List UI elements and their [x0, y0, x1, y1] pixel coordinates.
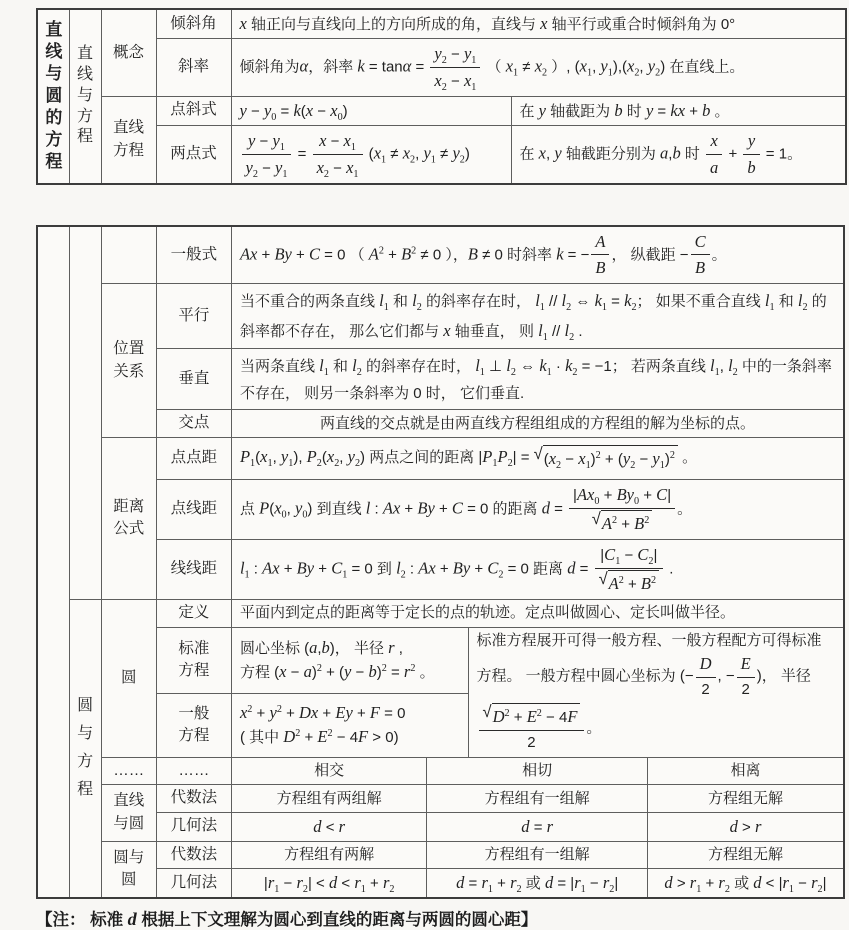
footnote: 【注： 标准 d 根据上下文理解为圆心到直线的距离与两圆的圆心距】 — [36, 908, 538, 929]
line-line-content: $l_1$ : $Ax + By + C_1 = 0$ 到 $l_2$ : $Ax + By + C_2 = 0$ 距离 d = $|C_1 - C_2|$ √ $A^2 + B^2$ . — [231, 539, 844, 599]
circle-circle-geometry-tangent: $d = r_1 + r_2$ 或 $d = |r_1 - r_2|$ — [427, 869, 648, 898]
line-equations-label: 直线 方程 — [101, 96, 156, 183]
line-group-text: 直线与方程 — [76, 45, 93, 146]
slope-label: 斜率 — [156, 38, 231, 96]
empty-cell — [101, 226, 156, 284]
point-slope-label: 点斜式 — [156, 96, 231, 125]
line-basics-table — [36, 8, 847, 185]
main-title-vertical — [37, 9, 69, 184]
general-form-label: 一般式 — [156, 226, 231, 284]
circle-circle-geometry-label: 几何法 — [156, 869, 231, 898]
line-group-continuation — [69, 226, 101, 600]
point-slope-note: 在 y 轴截距为 b 时 y = kx + b 。 — [511, 96, 846, 125]
line-circle-geometry-tangent: d = r — [427, 812, 648, 841]
parallel-label: 平行 — [156, 284, 231, 348]
two-point-formula: $\frac{y - y_1}{y_2 - y_1}$ = $\frac{x - x_1}{x_2 - x_1}$ ($x_1 \ne x_2$, $y_1 \ne y_2$) — [231, 125, 511, 183]
line-circle-algebra-label: 代数法 — [156, 785, 231, 812]
line-circle-label: 直线 与圆 — [101, 785, 156, 841]
parallel-content: 当不重合的两条直线 $l_1$ 和 $l_2$ 的斜率存在时， $l_1 // l_2$ ⇔ $k_1 = k_2$； 如果不重合直线 $l_1$ 和 $l_2$ 的斜率都不存在， 那么它们都与 x 轴垂直， 则 $l_1 // l_2$ . — [231, 284, 844, 348]
line-circle-algebra-intersect: 方程组有两组解 — [231, 785, 426, 812]
point-slope-formula: $y - y_0 = k(x - x_0)$ — [231, 96, 511, 125]
two-point-note: 在 x, y 轴截距分别为 a,b 时 $\frac{x}{a}$ + $\frac{y}{b}$ = 1。 — [511, 125, 846, 183]
line-circle-geometry-intersect: d < r — [231, 812, 426, 841]
circle-definition-content: 平面内到定点的距离等于定长的点的轨迹。定点叫做圆心、定长叫做半径。 — [231, 599, 844, 627]
point-point-content: $P_1(x_1$, $y_1$), $P_2(x_2$, $y_2$) 两点之间的距离 $|P_1P_2|$ = √ $(x_2 - x_1)^2 + (y_2 - y_1)^2$ 。 — [231, 437, 844, 479]
two-point-label: 两点式 — [156, 125, 231, 183]
intersection-content: 两直线的交点就是由两直线方程组组成的方程组的解为坐标的点。 — [231, 410, 844, 437]
intersection-label: 交点 — [156, 410, 231, 437]
standard-equation-content: 圆心坐标 (a,b)， 半径 r , 方程 $(x - a)^2 + (y - b)^2 = r^2$ 。 — [231, 627, 468, 693]
relation-header-intersect: 相交 — [231, 757, 426, 784]
circle-definition-label: 定义 — [156, 599, 231, 627]
circle-circle-algebra-intersect: 方程组有两解 — [231, 841, 426, 868]
spacer-column — [37, 226, 69, 898]
circle-circle-algebra-label: 代数法 — [156, 841, 231, 868]
line-circle-table — [36, 225, 845, 899]
dots-right-cell: …… — [156, 757, 231, 784]
incline-angle-content: x 轴正向与直线向上的方向所成的角，直线与 x 轴平行或重合时倾斜角为 0° — [231, 9, 846, 38]
general-form-content: Ax + By + C = 0 （ $A^2 + B^2 \ne 0$ ），B ≠ 0 时斜率 k = − $\frac{A}{B}$ ， 纵截距 − $\frac{C}{B}$ 。 — [231, 226, 844, 284]
circle-label: 圆 — [101, 599, 156, 757]
circle-group-text: 圆与方程 — [77, 697, 94, 799]
distance-formulas-label: 距离 公式 — [101, 437, 156, 599]
slope-content: 倾斜角为α，斜率 k = tanα = $\frac{y_2 - y_1}{x_2 - x_1}$ （ $x_1 \ne x_2$ ）, ($x_1$, $y_1),(x_2$, $y_2$) 在直线上。 — [231, 38, 846, 96]
circle-circle-algebra-separate: 方程组无解 — [647, 841, 844, 868]
line-group-vertical — [69, 9, 101, 184]
line-line-label: 线线距 — [156, 539, 231, 599]
perpendicular-content: 当两条直线 $l_1$ 和 $l_2$ 的斜率存在时， $l_1$ ⊥ $l_2$ ⇔ $k_1 \cdot k_2 = -1$； 若两条直线 $l_1$, $l_2$ 中的一条斜率不存在， 则另一条斜率为 0 时， 它们垂直. — [231, 348, 844, 410]
circle-circle-label: 圆与 圆 — [101, 841, 156, 898]
standard-equation-label: 标准 方程 — [156, 627, 231, 693]
line-circle-algebra-tangent: 方程组有一组解 — [427, 785, 648, 812]
perpendicular-label: 垂直 — [156, 348, 231, 410]
point-line-label: 点线距 — [156, 479, 231, 539]
main-title-text: 直线与圆的方程 — [45, 19, 63, 172]
general-equation-label: 一般 方程 — [156, 693, 231, 757]
line-circle-algebra-separate: 方程组无解 — [647, 785, 844, 812]
dots-left-cell: …… — [101, 757, 156, 784]
circle-circle-geometry-separate: $d > r_1 + r_2$ 或 $d < |r_1 - r_2|$ — [647, 869, 844, 898]
line-circle-geometry-separate: d > r — [647, 812, 844, 841]
circle-group-vertical — [69, 599, 101, 898]
equation-conversion-content: 标准方程展开可得一般方程、一般方程配方可得标准方程。 一般方程中圆心坐标为 (− $\frac{D}{2}$ , − $\frac{E}{2}$ )， 半径 √ $D^2 + E^2 - 4F$ 2 。 — [468, 627, 844, 757]
concept-label: 概念 — [101, 9, 156, 96]
relation-header-separate: 相离 — [647, 757, 844, 784]
circle-circle-algebra-tangent: 方程组有一组解 — [427, 841, 648, 868]
point-point-label: 点点距 — [156, 437, 231, 479]
line-circle-geometry-label: 几何法 — [156, 812, 231, 841]
position-relations-label: 位置 关系 — [101, 284, 156, 438]
point-line-content: 点 $P(x_0$, $y_0$) 到直线 l : Ax + By + C = 0 的距离 d = $|Ax_0 + By_0 + C|$ √ $A^2 + B^2$ 。 — [231, 479, 844, 539]
circle-circle-geometry-intersect: $|r_1 - r_2| < d < r_1 + r_2$ — [231, 869, 426, 898]
general-equation-content: $x^2 + y^2 + Dx + Ey + F = 0$ ( 其中 $D^2 + E^2 - 4F > 0$) — [231, 693, 468, 757]
relation-header-tangent: 相切 — [427, 757, 648, 784]
incline-angle-label: 倾斜角 — [156, 9, 231, 38]
